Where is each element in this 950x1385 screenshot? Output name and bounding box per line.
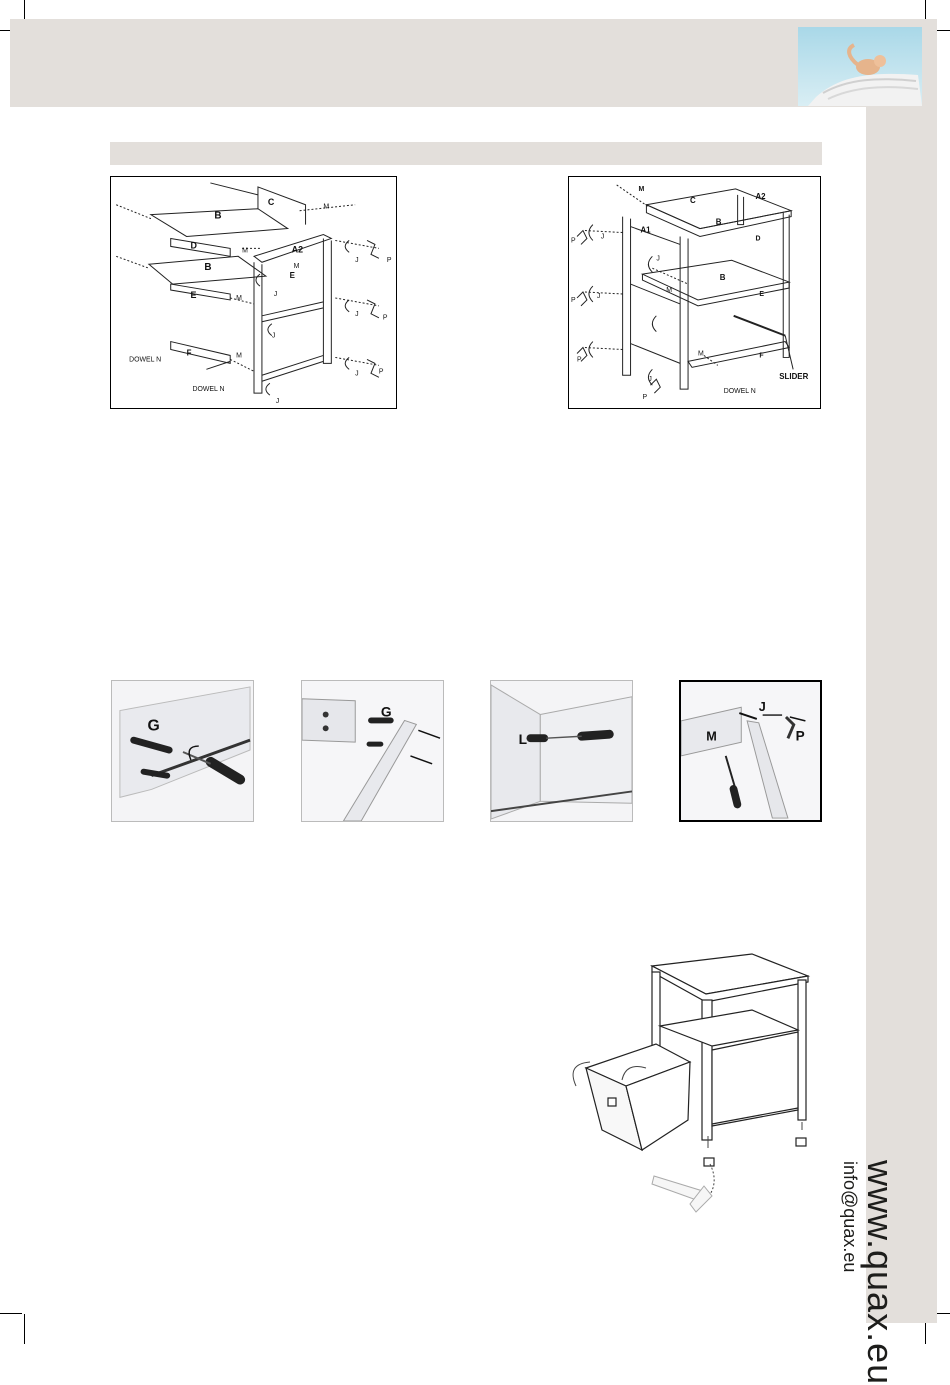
label-m1: M [638, 185, 645, 193]
label-j5: J [271, 332, 276, 340]
label-dowel: DOWEL N [723, 388, 756, 396]
header-photo [798, 27, 922, 106]
label-dowel1: DOWEL N [129, 356, 162, 364]
email-link[interactable]: info@quax.eu [840, 1161, 860, 1273]
detail-photo-3 [490, 680, 633, 822]
label-b2: B [204, 262, 212, 274]
label-m2: M [666, 287, 673, 295]
detail-2-label: G [380, 704, 392, 720]
label-c: C [690, 195, 696, 205]
side-bar [866, 107, 937, 1323]
website-link[interactable]: www.quax.eu [860, 1160, 901, 1385]
step-heading-band [110, 142, 822, 165]
contact-block [840, 1160, 901, 1385]
label-m1: M [323, 203, 330, 211]
label-b1: B [214, 210, 222, 222]
label-j6: J [275, 398, 280, 406]
detail-photo-1 [111, 680, 254, 822]
label-j2: J [355, 310, 359, 318]
label-a1: A1 [640, 225, 651, 235]
label-d: D [190, 240, 197, 251]
label-j1: J [600, 233, 605, 241]
label-a2: A2 [291, 244, 304, 255]
finished-unit-illustration [556, 950, 816, 1215]
label-p2: P [382, 314, 388, 322]
detail-photo-2 [301, 680, 444, 822]
assembly-diagram-left [110, 176, 397, 409]
label-e1: E [190, 289, 197, 300]
label-j3: J [596, 292, 601, 300]
label-dowel2: DOWEL N [192, 386, 225, 394]
detail-3-label: L [518, 732, 528, 748]
label-a2: A2 [755, 191, 766, 201]
detail-4-label-j: J [758, 700, 766, 715]
label-j4: J [273, 290, 278, 298]
label-slider: SLIDER [779, 372, 809, 382]
label-f: F [186, 348, 192, 358]
label-j3: J [355, 370, 359, 378]
assembly-diagram-right [568, 176, 821, 409]
label-m5: M [236, 352, 242, 360]
label-p1: P [571, 237, 576, 245]
label-f: F [759, 352, 764, 360]
label-p3: P [577, 356, 582, 364]
label-d: D [755, 235, 761, 243]
label-m2: M [242, 247, 248, 255]
label-m3: M [697, 350, 704, 358]
label-b2: B [719, 273, 726, 283]
label-c: C [267, 196, 275, 207]
label-e2: E [289, 271, 295, 281]
detail-4-label-p: P [795, 728, 805, 744]
label-m4: M [236, 294, 242, 302]
detail-1-label: G [147, 717, 160, 735]
label-p3: P [378, 368, 384, 376]
label-j1: J [355, 257, 359, 265]
label-p1: P [386, 257, 392, 265]
label-j4: J [648, 376, 652, 384]
detail-photo-4 [679, 680, 822, 822]
label-m3: M [293, 263, 300, 271]
crop-mark [0, 1313, 22, 1314]
label-j2: J [656, 255, 660, 263]
label-b1: B [715, 217, 722, 227]
detail-4-label-m: M [706, 729, 717, 744]
crop-mark [24, 1314, 25, 1344]
label-p4: P [642, 394, 648, 402]
label-e: E [759, 290, 765, 298]
label-p2: P [571, 296, 576, 304]
